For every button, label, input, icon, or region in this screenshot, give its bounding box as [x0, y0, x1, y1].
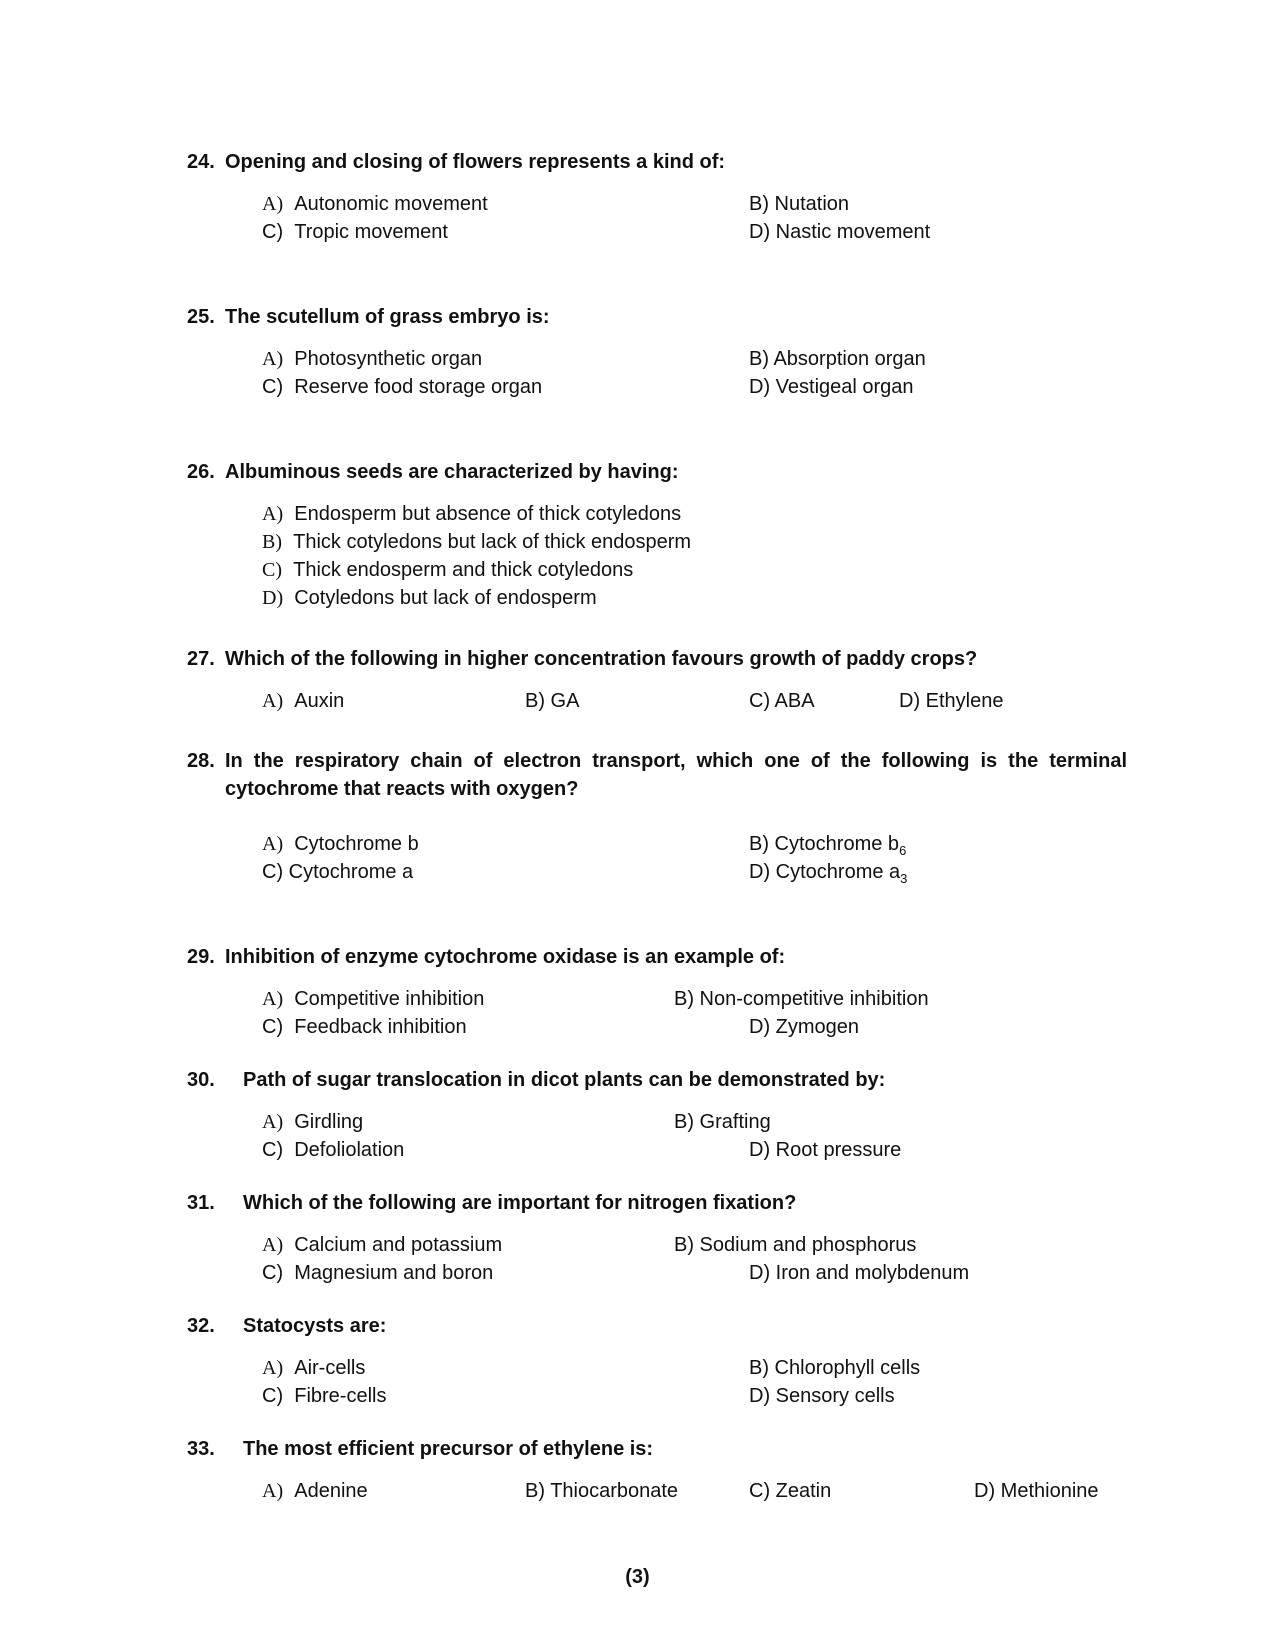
option-text: Reserve food storage organ	[294, 376, 543, 398]
option-b: B) Grafting	[674, 1111, 771, 1133]
option-text: Autonomic movement	[294, 193, 488, 215]
option-c	[262, 1136, 404, 1164]
option-d	[262, 584, 597, 612]
option-label: A)	[262, 193, 284, 215]
option-d: D) Nastic movement	[749, 221, 931, 243]
option-a	[262, 345, 482, 373]
page-number: (3)	[625, 1566, 650, 1588]
question-25	[187, 303, 1127, 331]
option-b: B) Nutation	[749, 193, 850, 215]
option-text: Thick cotyledons but lack of thick endosperm	[293, 531, 692, 553]
option-text: Tropic movement	[294, 221, 448, 243]
option-c: C) ABA	[749, 690, 815, 712]
question-30	[187, 1066, 1127, 1094]
option-label: A)	[262, 833, 284, 855]
question-26	[187, 458, 1127, 486]
option-a	[262, 1231, 502, 1259]
option-d: D) Root pressure	[749, 1139, 902, 1161]
question-number: 27.	[187, 648, 215, 670]
option-label: C)	[262, 1016, 284, 1038]
option-c	[262, 373, 542, 401]
option-d	[749, 858, 907, 893]
question-text: Path of sugar translocation in dicot plants can be demonstrated by:	[243, 1069, 886, 1091]
question-number: 25.	[187, 306, 215, 328]
option-c: C) Cytochrome a	[262, 861, 414, 883]
option-text: Competitive inhibition	[294, 988, 485, 1010]
option-label: A)	[262, 1234, 284, 1256]
option-a	[262, 1354, 365, 1382]
option-label: A)	[262, 348, 284, 370]
option-text: Cytochrome b	[294, 833, 419, 855]
option-text: Fibre-cells	[294, 1385, 387, 1407]
question-text: Albuminous seeds are characterized by having:	[225, 461, 679, 483]
question-number: 33.	[187, 1438, 215, 1460]
option-a	[262, 1477, 368, 1505]
option-text: Adenine	[294, 1480, 368, 1502]
option-a	[262, 985, 484, 1013]
question-31	[187, 1189, 1127, 1217]
option-label: C)	[262, 1139, 284, 1161]
option-text: Auxin	[294, 690, 345, 712]
question-33	[187, 1435, 1127, 1463]
question-text: The most efficient precursor of ethylene is:	[243, 1438, 654, 1460]
option-label: A)	[262, 988, 284, 1010]
option-text: Cotyledons but lack of endosperm	[294, 587, 597, 609]
question-text: In the respiratory chain of electron transport, which one of the following is the terminal cytochrome that reacts with oxygen?	[225, 750, 1127, 800]
option-text: Magnesium and boron	[294, 1262, 494, 1284]
option-label: A)	[262, 1357, 284, 1379]
option-label: C)	[262, 376, 284, 398]
option-a	[262, 1108, 363, 1136]
option-b: B) Thiocarbonate	[525, 1480, 679, 1502]
option-text: Calcium and potassium	[294, 1234, 503, 1256]
option-b: B) Sodium and phosphorus	[674, 1234, 917, 1256]
option-text: Thick endosperm and thick cotyledons	[293, 559, 634, 581]
option-c	[262, 218, 448, 246]
question-24	[187, 148, 1127, 176]
option-label: C)	[262, 221, 284, 243]
option-label: D)	[262, 587, 284, 609]
option-text: Defoliolation	[294, 1139, 405, 1161]
option-text: Air-cells	[294, 1357, 366, 1379]
option-label: A)	[262, 1480, 284, 1502]
subscript: 3	[900, 871, 908, 886]
option-text: B) Cytochrome b	[749, 833, 900, 855]
question-text: Statocysts are:	[243, 1315, 387, 1337]
option-a	[262, 500, 681, 528]
option-b: B) Absorption organ	[749, 348, 926, 370]
option-d: D) Zymogen	[749, 1016, 860, 1038]
question-27	[187, 645, 1127, 673]
option-c	[262, 1013, 467, 1041]
option-a	[262, 190, 488, 218]
option-label: B)	[262, 531, 282, 553]
option-text: Endosperm but absence of thick cotyledons	[294, 503, 682, 525]
question-number: 26.	[187, 461, 215, 483]
question-29	[187, 943, 1127, 971]
option-text: Girdling	[294, 1111, 364, 1133]
question-text: The scutellum of grass embryo is:	[225, 306, 550, 328]
question-number: 28.	[187, 750, 215, 772]
option-b: B) Non-competitive inhibition	[674, 988, 929, 1010]
option-c	[262, 1259, 493, 1287]
option-label: C)	[262, 559, 282, 581]
option-b: B) GA	[525, 690, 580, 712]
option-d: D) Methionine	[974, 1480, 1099, 1502]
question-32	[187, 1312, 1127, 1340]
question-number: 30.	[187, 1069, 215, 1091]
question-text: Which of the following in higher concentration favours growth of paddy crops?	[225, 648, 978, 670]
question-number: 29.	[187, 946, 215, 968]
option-text: Feedback inhibition	[294, 1016, 467, 1038]
option-label: A)	[262, 1111, 284, 1133]
option-c	[262, 1382, 386, 1410]
option-d: D) Vestigeal organ	[749, 376, 914, 398]
option-d: D) Ethylene	[899, 690, 1004, 712]
option-b	[262, 528, 691, 556]
option-c	[262, 556, 633, 584]
subscript: 6	[899, 843, 907, 858]
question-number: 24.	[187, 151, 215, 173]
option-d: D) Sensory cells	[749, 1385, 895, 1407]
option-a	[262, 830, 419, 858]
option-d: D) Iron and molybdenum	[749, 1262, 970, 1284]
option-label: C)	[262, 1385, 284, 1407]
question-text: Which of the following are important for nitrogen fixation?	[243, 1192, 797, 1214]
option-b: B) Chlorophyll cells	[749, 1357, 921, 1379]
option-text: Photosynthetic organ	[294, 348, 483, 370]
option-a	[262, 687, 344, 715]
question-text: Opening and closing of flowers represents a kind of:	[225, 151, 726, 173]
question-number: 32.	[187, 1315, 215, 1337]
option-label: C)	[262, 1262, 284, 1284]
question-28	[187, 747, 1127, 803]
question-text: Inhibition of enzyme cytochrome oxidase is an example of:	[225, 946, 786, 968]
question-number: 31.	[187, 1192, 215, 1214]
option-label: A)	[262, 503, 284, 525]
option-text: D) Cytochrome a	[749, 861, 901, 883]
option-c: C) Zeatin	[749, 1480, 832, 1502]
option-label: A)	[262, 690, 284, 712]
